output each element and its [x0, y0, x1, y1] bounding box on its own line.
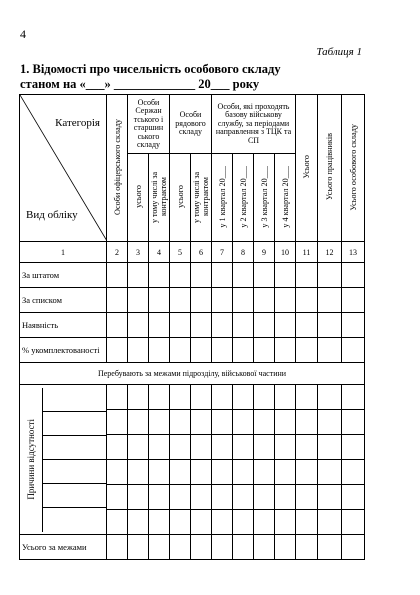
- absence-reasons-cell: [20, 385, 107, 535]
- title-line-2: станом на «___» _____________ 20___ року: [20, 77, 260, 91]
- col-officers: Особи офіцерського складу: [107, 95, 128, 242]
- row-label-total-outside: Усього за межами: [20, 535, 107, 560]
- row-label-list: За списком: [20, 288, 107, 313]
- page-number: 4: [20, 27, 26, 41]
- col-num: 7: [212, 242, 233, 263]
- col-sergeants-contract: у тому числі за контрактом: [149, 154, 170, 242]
- group-base-service: Особи, які проходять базову військову службу, за періодами направлення з ТЦК та СП: [212, 95, 296, 154]
- col-personnel-total: Усього особового складу: [342, 95, 365, 242]
- col-rank-contract: у тому числі за контрактом: [191, 154, 212, 242]
- row-label-present: Наявність: [20, 313, 107, 338]
- title-line-1: 1. Відомості про чисельність особового складу: [20, 62, 281, 76]
- absence-reasons-label: Причини відсутності: [25, 419, 36, 500]
- form-title: [20, 62, 360, 92]
- row-label-staffing-percent: % укомплектованості: [20, 338, 107, 363]
- col-num: 6: [191, 242, 212, 263]
- personnel-table: [19, 94, 365, 560]
- table-row: [20, 313, 365, 338]
- table-row: [20, 535, 365, 560]
- category-label: Категорія: [55, 117, 100, 129]
- col-q1: у 1 квартал 20___: [212, 154, 233, 242]
- outside-band-row: [20, 363, 365, 385]
- col-num: 2: [107, 242, 128, 263]
- group-rank: Особи рядового складу: [170, 95, 212, 154]
- col-rank-total: усього: [170, 154, 191, 242]
- header-diagonal-cell: [20, 95, 107, 242]
- row-label-staff: За штатом: [20, 263, 107, 288]
- table-label: Таблиця 1: [316, 46, 362, 58]
- col-sergeants-total: усього: [128, 154, 149, 242]
- table-row: [20, 385, 365, 410]
- table-row: [20, 288, 365, 313]
- col-num: 10: [275, 242, 296, 263]
- record-type-label: Вид обліку: [26, 209, 78, 221]
- col-num: 13: [342, 242, 365, 263]
- group-sergeants: Особи Сержан тського і старшин ського складу: [128, 95, 170, 154]
- col-q4: у 4 квартал 20___: [275, 154, 296, 242]
- col-num: 8: [233, 242, 254, 263]
- col-num: 9: [254, 242, 275, 263]
- column-number-row: [20, 242, 365, 263]
- outside-band-label: Перебувають за межами підрозділу, військової частини: [20, 363, 365, 385]
- col-num: 12: [318, 242, 342, 263]
- col-q3: у 3 квартал 20___: [254, 154, 275, 242]
- col-num: 5: [170, 242, 191, 263]
- col-q2: у 2 квартал 20___: [233, 154, 254, 242]
- col-grand-total: Усього: [296, 95, 318, 242]
- col-num: 11: [296, 242, 318, 263]
- table-row: [20, 338, 365, 363]
- table-row: [20, 263, 365, 288]
- col-num: 1: [20, 242, 107, 263]
- col-num: 4: [149, 242, 170, 263]
- col-employees-total: Усього працівників: [318, 95, 342, 242]
- col-num: 3: [128, 242, 149, 263]
